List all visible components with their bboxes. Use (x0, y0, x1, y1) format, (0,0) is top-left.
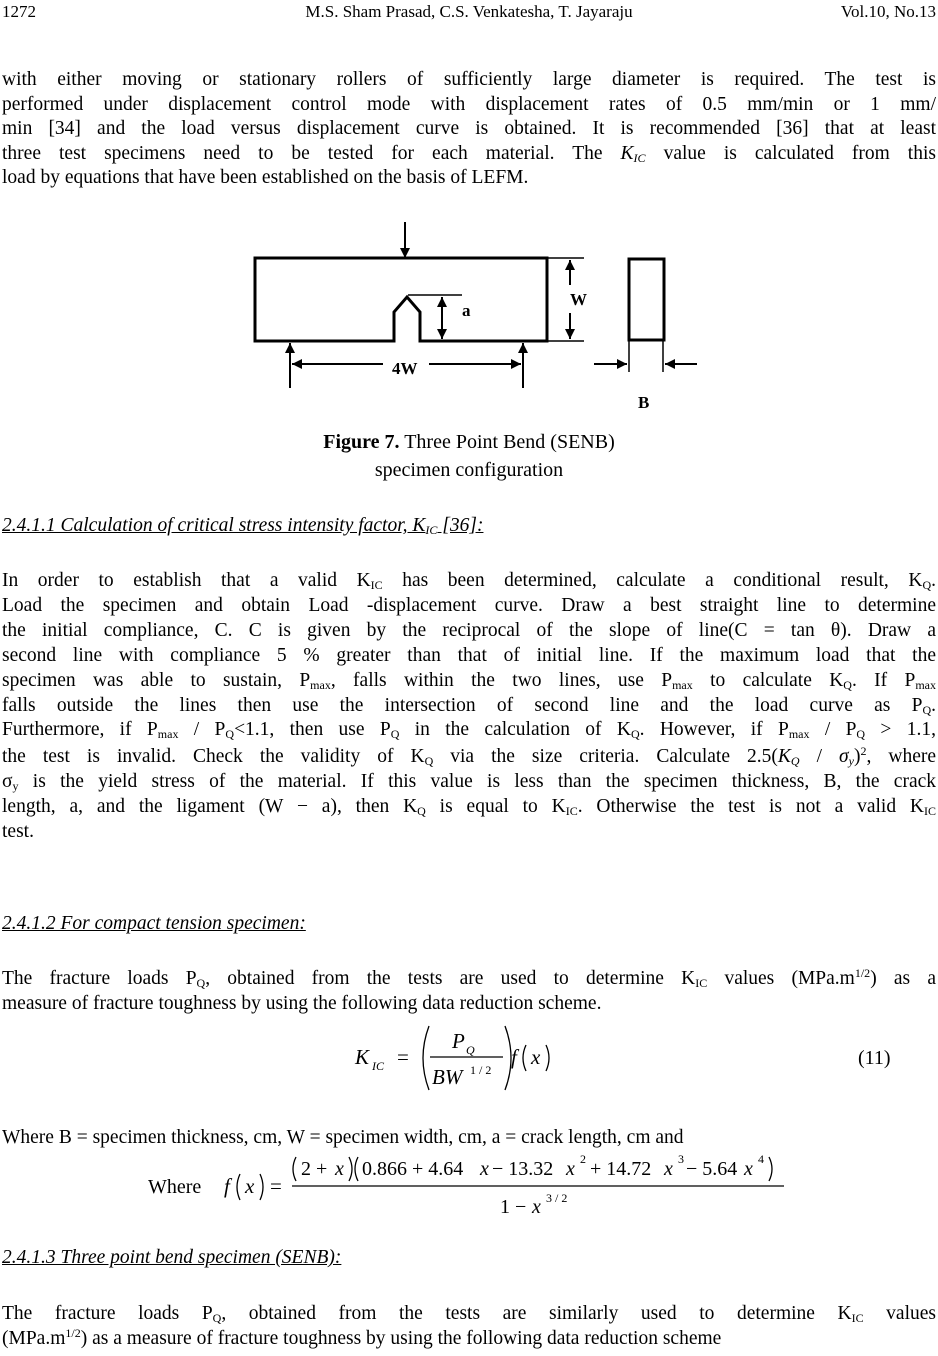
specimen-side-view (629, 259, 664, 340)
equation-number: (11) (858, 1047, 891, 1069)
eq-f-right-paren (546, 1045, 549, 1071)
beam-outline (255, 258, 547, 341)
running-header-volume: Vol.10, No.13 (840, 2, 936, 21)
para-line: The fracture loads $P_Q$, obtained from the tests are similarly used to determine $K_{IC}$ values (2, 1303, 936, 1325)
num-paren (355, 1157, 358, 1181)
num-part: − 5.64 (686, 1158, 738, 1180)
num-x: x (335, 1158, 344, 1180)
eq-denominator: BW (432, 1065, 463, 1089)
num-x: x (664, 1158, 673, 1180)
validity-paragraph (2, 569, 936, 845)
section-heading-2-4-1-1: 2.4.1.1 Calculation of critical stress intensity factor, $K_{IC}$ [36]: (2, 515, 484, 537)
para-line: falls outside the lines then use the intersection of second line and the load curve as $P_Q$. (2, 694, 936, 717)
para-line: test. (2, 821, 34, 843)
eq-numerator: P (452, 1029, 465, 1053)
num-x: x (480, 1158, 489, 1180)
intro-line: three test specimens need to be tested for each material. The $K_{IC}$ value is calculated from this (2, 142, 936, 165)
fx-equation (0, 1152, 938, 1222)
intro-paragraph (2, 68, 936, 191)
para-line: Furthermore, if $P_{max} / P_Q<1.1$, then use $P_Q$ in the calculation of $K_Q$. However, if $P_{max} / P_Q > 1.1$, (2, 719, 937, 742)
para-line: length, a, and the ligament (W − a), then $K_Q$ is equal to $K_{IC}$. Otherwise the test is not a valid $K_{IC}$ (2, 796, 937, 819)
fx-left-paren (237, 1174, 240, 1200)
eq-numerator-subscript: Q (466, 1043, 475, 1057)
fx-f-symbol: f (224, 1174, 230, 1198)
senb-paragraph (2, 1302, 936, 1351)
para-line: the initial compliance, C. C is given by the reciprocal of the slope of line(C = tan θ). Draw a (2, 619, 936, 641)
num-part: 2 + (301, 1158, 328, 1180)
para-line: second line with compliance 5 % greater than that of initial line. If the maximum load that the (2, 644, 936, 666)
running-header-authors: M.S. Sham Prasad, C.S. Venkatesha, T. Jayaraju (305, 2, 633, 21)
para-line: specimen was able to sustain, $P_{max}$, falls within the two lines, use $P_{max}$ to calculate $K_Q$. If $P_{max}$ (2, 669, 936, 692)
where-definitions: Where B = specimen thickness, cm, W = specimen width, cm, a = crack length, cm and (2, 1127, 684, 1148)
eq-f-left-paren (523, 1045, 526, 1071)
figure-label: Figure 7. (323, 431, 400, 453)
para-line: the test is invalid. Check the validity of $K_Q$ via the size criteria. Calculate $2.5(K_Q / \sigma_y)^2$, where (2, 744, 936, 769)
num-part: 0.866 + 4.64 (362, 1158, 464, 1180)
num-x: x (566, 1158, 575, 1180)
section-heading-2-4-1-3: 2.4.1.3 Three point bend specimen (SENB): (2, 1247, 342, 1268)
label-w: W (570, 290, 587, 309)
fx-right-paren (260, 1174, 263, 1200)
figure-caption-line2: specimen configuration (374, 459, 564, 481)
para-line: The fracture loads $P_Q$, obtained from the tests are used to determine $K_{IC}$ values $(MPa.m^{1/2})$ as a (2, 966, 936, 990)
eq-k-subscript: IC (372, 1059, 384, 1073)
figure-caption: Figure 7. Three Point Bend (SENB) (323, 431, 615, 453)
para-line: measure of fracture toughness by using the following data reduction scheme. (2, 992, 602, 1014)
den-power: 3 / 2 (546, 1191, 568, 1205)
num-power: 3 (678, 1152, 684, 1166)
para-line: In order to establish that a valid $K_{IC}$ has been determined, calculate a conditional result, $K_Q$. (2, 570, 936, 592)
compact-tension-paragraph (2, 967, 936, 1016)
section-heading-2-4-1-2: 2.4.1.2 For compact tension specimen: (2, 913, 306, 934)
intro-line: performed under displacement control mode with displacement rates of 0.5 mm/min or 1 mm/ (2, 93, 936, 115)
num-power: 4 (758, 1152, 764, 1166)
para-line: $(MPa.m^{1/2})$ as a measure of fracture toughness by using the following data reduction scheme (2, 1325, 722, 1349)
den-part: 1 − (500, 1196, 527, 1218)
eq-x-symbol: x (531, 1045, 541, 1069)
fx-equals: = (270, 1174, 282, 1198)
eq-left-paren (423, 1026, 429, 1090)
num-power: 2 (580, 1152, 586, 1166)
para-line: $\sigma_y$ is the yield stress of the material. If this value is less than the specimen thickness, B, the crack (2, 771, 936, 794)
equation-11 (0, 1018, 938, 1104)
size-criterion-expression: $2.5(K_Q / \sigma_y)^2$ (747, 744, 867, 769)
label-a: a (462, 301, 471, 320)
intro-line: with either moving or stationary rollers of sufficiently large diameter is required. The test is (2, 69, 936, 90)
label-4w: 4W (392, 359, 418, 378)
where-label: Where (148, 1176, 202, 1198)
fx-x-symbol: x (245, 1174, 255, 1198)
intro-line: load by equations that have been established on the basis of LEFM. (2, 167, 529, 189)
num-x: x (744, 1158, 753, 1180)
num-paren (769, 1157, 772, 1181)
num-part: − 13.32 (492, 1158, 554, 1180)
num-paren (293, 1157, 296, 1181)
eq-equals: = (397, 1045, 409, 1069)
kic-symbol: $K_{IC}$ (620, 142, 646, 165)
label-b: B (638, 393, 650, 412)
para-line: Load the specimen and obtain Load -displacement curve. Draw a best straight line to determine (2, 594, 936, 616)
page-number: 1272 (2, 2, 36, 21)
eq-denominator-power: 1 / 2 (470, 1063, 492, 1077)
intro-line: min [34] and the load versus displacement curve is obtained. It is recommended [36] that at least (2, 118, 936, 140)
den-x: x (532, 1196, 541, 1218)
senb-specimen-figure (0, 215, 938, 415)
num-paren (349, 1157, 352, 1181)
num-part: + 14.72 (590, 1158, 652, 1180)
eq-k-symbol: K (355, 1045, 370, 1069)
eq-f-symbol: f (511, 1045, 517, 1069)
